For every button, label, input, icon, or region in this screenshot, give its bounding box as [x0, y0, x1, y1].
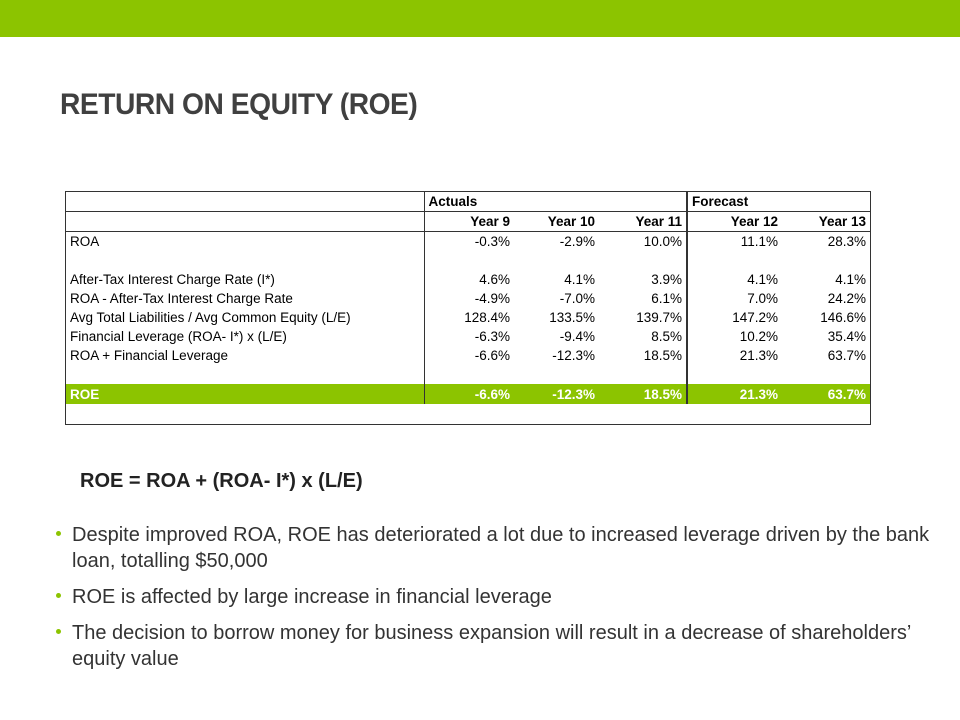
bullet-item: [50, 522, 930, 574]
table-cell: 4.1%: [687, 270, 782, 289]
roe-table: [65, 191, 871, 425]
table-cell: -0.3%: [424, 232, 514, 252]
table-cell: -6.6%: [424, 384, 514, 404]
header-blank: [66, 192, 424, 212]
table-row: [66, 232, 870, 252]
header-blank: [66, 212, 424, 232]
column-header: Year 12: [687, 212, 782, 232]
row-label: Avg Total Liabilities / Avg Common Equity (L/E): [70, 310, 351, 325]
table-cell: 21.3%: [687, 346, 782, 365]
table-cell: -9.4%: [559, 329, 595, 344]
bullet-text: The decision to borrow money for business expansion will result in a decrease of shareholders’ equity value: [72, 622, 911, 670]
slide-title: RETURN ON EQUITY (ROE): [60, 88, 418, 121]
top-accent-bar: [0, 0, 960, 37]
table-cell: 8.5%: [651, 329, 683, 344]
table-cell: 11.1%: [687, 232, 782, 252]
table-cell: 63.7%: [782, 384, 870, 404]
table-cell: 28.3%: [827, 234, 867, 249]
table-cell: 7.0%: [687, 289, 782, 308]
row-label: After-Tax Interest Charge Rate (I*): [70, 272, 275, 287]
bullet-text: ROE is affected by large increase in financial leverage: [72, 586, 552, 608]
table-cell: 3.9%: [651, 272, 683, 287]
table-cell: 63.7%: [827, 348, 867, 363]
table-cell: 4.1%: [564, 272, 595, 287]
column-header: Year 9: [424, 212, 514, 232]
table-cell: 133.5%: [549, 310, 595, 325]
table-row: [66, 270, 870, 289]
table-cell: -12.3%: [514, 384, 599, 404]
table-cell: 139.7%: [636, 310, 683, 325]
row-label: Financial Leverage (ROA- I*) x (L/E): [70, 329, 287, 344]
bullet-text: Despite improved ROA, ROE has deteriorated a lot due to increased leverage driven by the bank loan, totalling $50,000: [72, 524, 930, 572]
bullet-item: [50, 620, 930, 672]
roe-total-row: [66, 384, 870, 404]
table-cell: 147.2%: [687, 308, 782, 327]
row-label: ROA - After-Tax Interest Charge Rate: [70, 291, 293, 306]
table-row: [66, 289, 870, 308]
roe-formula: ROE = ROA + (ROA- I*) x (L/E): [80, 470, 363, 492]
table-cell: 24.2%: [827, 291, 867, 306]
row-label: ROE: [66, 384, 424, 404]
row-label: ROA + Financial Leverage: [70, 348, 228, 363]
table-cell: 18.5%: [643, 348, 683, 363]
actuals-header: Actuals: [424, 192, 687, 212]
bullet-list: [50, 522, 930, 682]
table-row: [66, 346, 870, 365]
bullet-dot-icon: [56, 629, 61, 634]
column-header: Year 11: [599, 212, 687, 232]
table-spacer-row: [66, 365, 870, 384]
table-cell: -4.9%: [424, 289, 514, 308]
table-cell: -6.3%: [424, 327, 514, 346]
table-cell: 18.5%: [599, 384, 687, 404]
table-year-header-row: [66, 212, 870, 232]
table-cell: 128.4%: [424, 308, 514, 327]
table-cell: -6.6%: [424, 346, 514, 365]
table-cell: -2.9%: [559, 234, 595, 249]
bullet-dot-icon: [56, 593, 61, 598]
bullet-dot-icon: [56, 531, 61, 536]
table-spacer-row: [66, 251, 870, 270]
bullet-item: [50, 584, 930, 610]
table-cell: 6.1%: [651, 291, 683, 306]
table-cell: 4.1%: [835, 272, 867, 287]
column-header: Year 13: [782, 212, 870, 232]
table-group-header-row: [66, 192, 870, 212]
forecast-header: Forecast: [687, 192, 870, 212]
table-cell: 35.4%: [827, 329, 867, 344]
table-cell: 4.6%: [424, 270, 514, 289]
table-cell: -12.3%: [552, 348, 595, 363]
table-cell: 10.2%: [687, 327, 782, 346]
column-header: Year 10: [514, 212, 599, 232]
table-row: [66, 308, 870, 327]
table-cell: 10.0%: [643, 234, 683, 249]
row-label: ROA: [70, 234, 100, 249]
table-row: [66, 327, 870, 346]
table-cell: 21.3%: [687, 384, 782, 404]
table-cell: -7.0%: [559, 291, 595, 306]
table-cell: 146.6%: [820, 310, 867, 325]
